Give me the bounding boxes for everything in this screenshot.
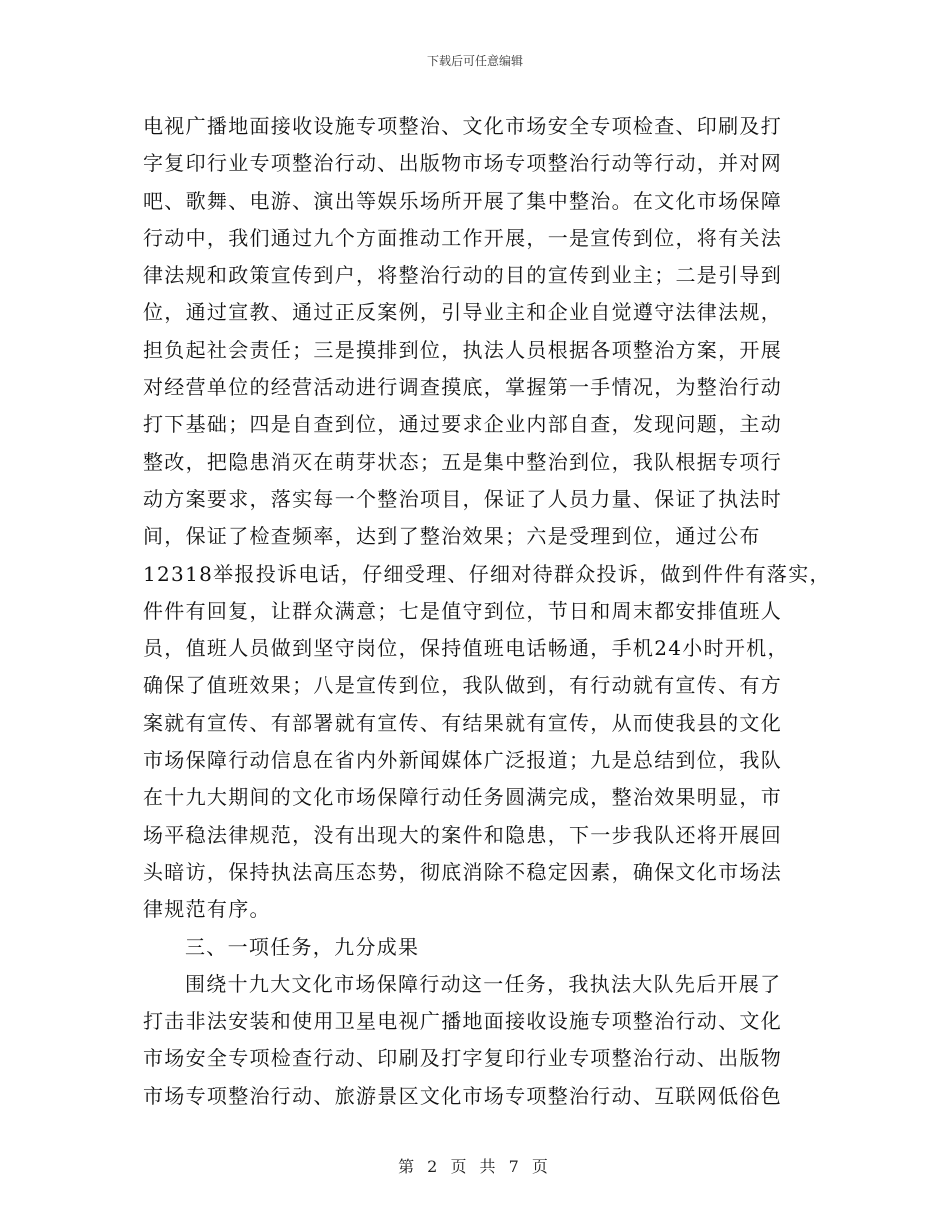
paragraph-line: 市场专项整治行动、旅游景区文化市场专项整治行动、互联网低俗色 xyxy=(143,1083,782,1108)
paragraph-line: 员，值班人员做到坚守岗位，保持值班电话畅通，手机24小时开机， xyxy=(143,636,789,661)
document-body xyxy=(143,108,831,1115)
page-header: 下载后可任意编辑 xyxy=(426,54,523,68)
paragraph-line: 案就有宣传、有部署就有宣传、有结果就有宣传，从而使我县的文化 xyxy=(143,710,782,735)
paragraph-line: 间，保证了检查频率，达到了整治效果；六是受理到位，通过公布 xyxy=(143,524,761,549)
paragraph-line: 市场安全专项检查行动、印刷及打字复印行业专项整治行动、出版物 xyxy=(143,1046,782,1071)
paragraph-line: 行动中，我们通过九个方面推动工作开展，一是宣传到位，将有关法 xyxy=(143,225,782,250)
page-footer: 第 2 页 共 7 页 xyxy=(398,1157,552,1176)
paragraph-line: 头暗访，保持执法高压态势，彻底消除不稳定因素，确保文化市场法 xyxy=(143,859,782,884)
paragraph-line: 吧、歌舞、电游、演出等娱乐场所开展了集中整治。在文化市场保障 xyxy=(143,188,782,213)
paragraph-line: 字复印行业专项整治行动、出版物市场专项整治行动等行动，并对网 xyxy=(143,151,782,176)
paragraph-line: 律规范有序。 xyxy=(143,897,271,922)
paragraph-line: 市场保障行动信息在省内外新闻媒体广泛报道；九是总结到位，我队 xyxy=(143,748,782,773)
paragraph-line-indented: 围绕十九大文化市场保障行动这一任务，我执法大队先后开展了 xyxy=(185,971,782,996)
paragraph-line: 打下基础；四是自查到位，通过要求企业内部自查，发现问题，主动 xyxy=(143,412,782,437)
paragraph-line: 担负起社会责任；三是摸排到位，执法人员根据各项整治方案，开展 xyxy=(143,337,782,362)
paragraph-line: 确保了值班效果；八是宣传到位，我队做到，有行动就有宣传、有方 xyxy=(143,673,782,698)
paragraph-line: 在十九大期间的文化市场保障行动任务圆满完成，整治效果明显，市 xyxy=(143,785,782,810)
paragraph-line: 件件有回复，让群众满意；七是值守到位，节日和周末都安排值班人 xyxy=(143,598,782,623)
paragraph-line-indented: 三、一项任务，九分成果 xyxy=(185,934,420,959)
paragraph-line: 律法规和政策宣传到户，将整治行动的目的宣传到业主；二是引导到 xyxy=(143,263,782,288)
paragraph-line: 整改，把隐患消灭在萌芽状态；五是集中整治到位，我队根据专项行 xyxy=(143,449,782,474)
paragraph-line: 对经营单位的经营活动进行调查摸底，掌握第一手情况，为整治行动 xyxy=(143,375,782,400)
paragraph-line: 场平稳法律规范，没有出现大的案件和隐患，下一步我队还将开展回 xyxy=(143,822,782,847)
paragraph-line: 打击非法安装和使用卫星电视广播地面接收设施专项整治行动、文化 xyxy=(143,1009,782,1034)
paragraph-line: 动方案要求，落实每一个整治项目，保证了人员力量、保证了执法时 xyxy=(143,486,782,511)
paragraph-line: 12318举报投诉电话，仔细受理、仔细对待群众投诉，做到件件有落实， xyxy=(143,561,831,586)
paragraph-line: 电视广播地面接收设施专项整治、文化市场安全专项检查、印刷及打 xyxy=(143,114,782,138)
paragraph-line: 位，通过宣教、通过正反案例，引导业主和企业自觉遵守法律法规， xyxy=(143,300,782,325)
